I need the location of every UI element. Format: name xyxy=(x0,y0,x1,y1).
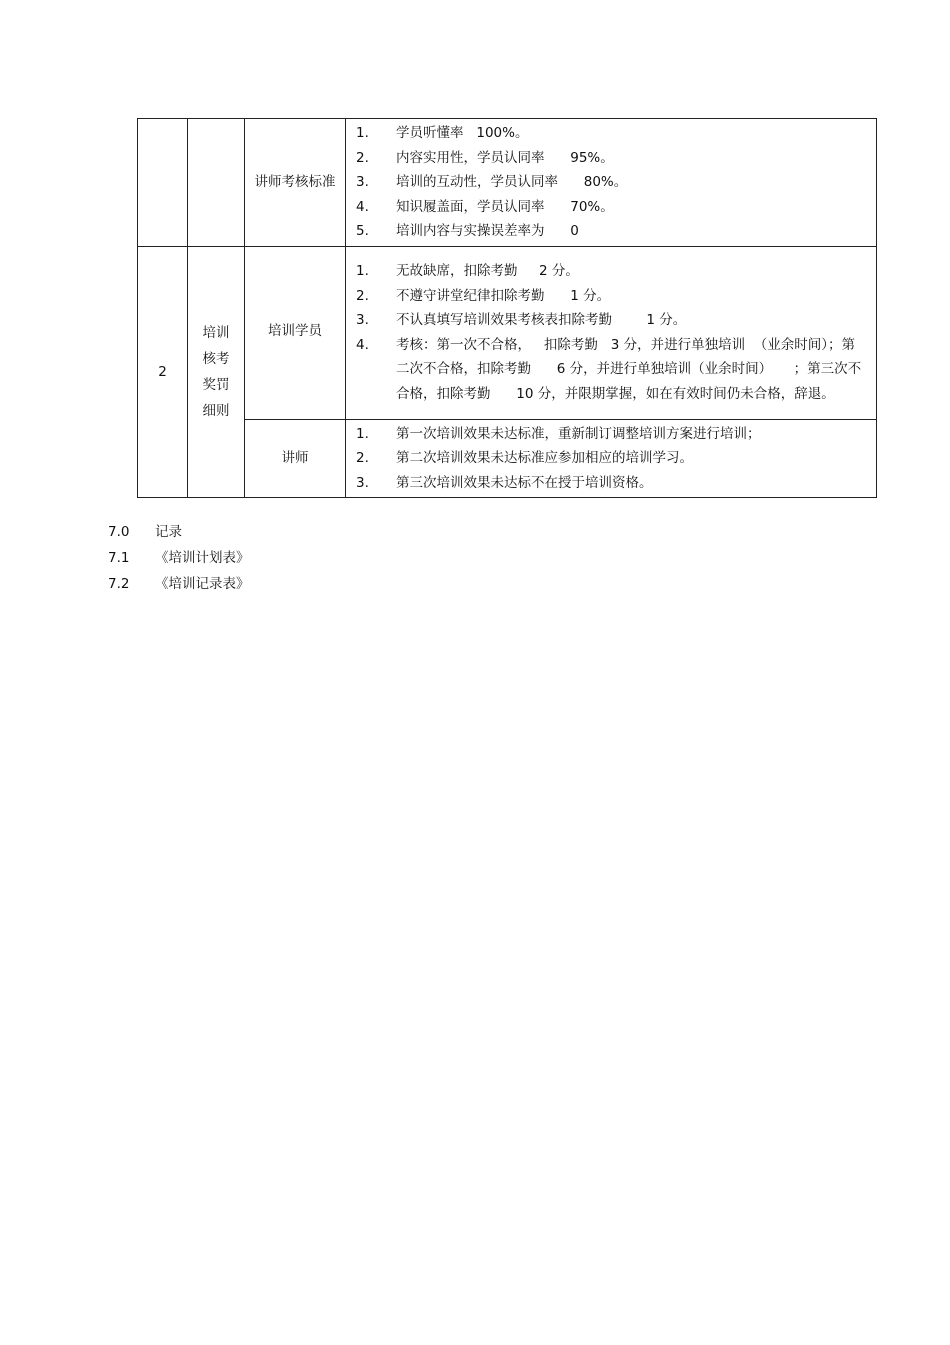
target-cell xyxy=(245,419,346,498)
list-item: 1. 无故缺席，扣除考勤 2 分。 xyxy=(356,263,579,279)
record-title: 《培训计划表》 xyxy=(155,550,250,566)
items-cell xyxy=(346,419,877,498)
record-heading xyxy=(108,519,508,545)
target-cell xyxy=(245,246,346,419)
target-cell xyxy=(245,119,346,247)
items-cell xyxy=(346,246,877,419)
list-item: 2. 不遵守讲堂纪律扣除考勤 1 分。 xyxy=(356,287,611,304)
criteria-list xyxy=(346,119,876,246)
list-item: 2. 第二次培训效果未达标准应参加相应的培训学习。 xyxy=(356,450,693,466)
category-cell xyxy=(188,119,245,247)
target-label: 讲师考核标准 xyxy=(254,173,336,190)
category-cell xyxy=(188,246,245,498)
items-cell xyxy=(346,119,877,247)
list-item: 3. 培训的互动性，学员认同率 80%。 xyxy=(356,174,628,190)
section-number: 7.0 xyxy=(108,524,130,540)
table-row xyxy=(138,119,877,247)
trainer-penalty-list xyxy=(346,420,876,498)
record-item xyxy=(108,571,508,597)
record-title: 《培训记录表》 xyxy=(155,576,250,592)
section-number: 7.1 xyxy=(108,550,130,566)
list-item: 1. 第一次培训效果未达标准，重新制订调整培训方案进行培训； xyxy=(356,425,761,442)
row-number-cell: 2 xyxy=(138,246,188,498)
penalty-list xyxy=(346,257,876,408)
list-item: 4. 知识履盖面，学员认同率 70%。 xyxy=(356,198,614,215)
list-item: 5. 培训内容与实操误差率为 0 xyxy=(356,223,579,239)
list-item: 3. 不认真填写培训效果考核表扣除考勤 1 分。 xyxy=(356,312,687,328)
assessment-table xyxy=(137,118,877,498)
records-section xyxy=(108,519,508,597)
table-row xyxy=(138,246,877,419)
section-number: 7.2 xyxy=(108,576,130,592)
target-label: 培训学员 xyxy=(268,322,322,339)
target-label: 讲师 xyxy=(281,449,309,466)
list-item: 2. 内容实用性，学员认同率 95%。 xyxy=(356,149,614,166)
list-item: 4. 考核：第一次不合格， 扣除考勤 3 分，并进行单独培训 （业余时间）；第二次不合格，扣除考勤 6 分，并进行单独培训（业余时间） ；第三次不合格，扣除考勤 10 分，并限期掌握，如在有效时间仍未合格，辞退。 xyxy=(356,336,862,402)
list-item: 1. 学员听懂率 100%。 xyxy=(356,125,529,141)
list-item: 3. 第三次培训效果未达标不在授于培训资格。 xyxy=(356,474,653,491)
section-title: 记录 xyxy=(155,524,182,540)
table-row xyxy=(138,419,877,498)
row-number-cell xyxy=(138,119,188,247)
record-item xyxy=(108,545,508,571)
category-label: 培训 核考 奖罚 细则 xyxy=(202,324,230,419)
